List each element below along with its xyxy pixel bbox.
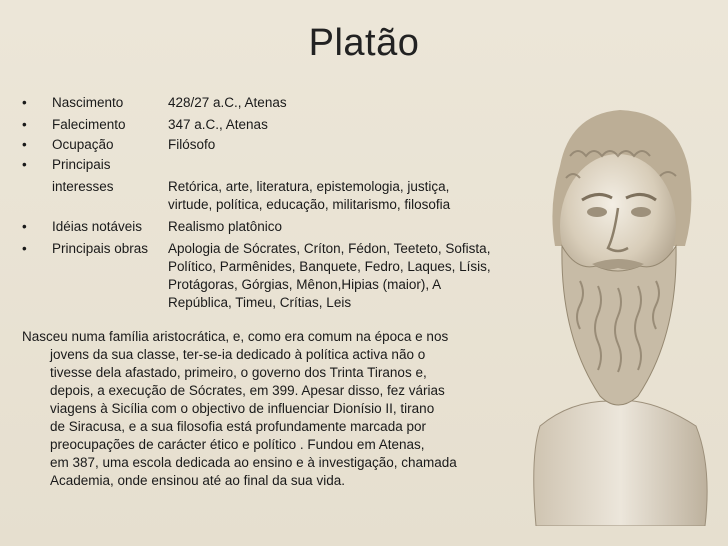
fact-row bbox=[22, 178, 492, 214]
fact-row bbox=[22, 218, 492, 236]
fact-row bbox=[22, 240, 492, 312]
paragraph-line: preocupações de carácter ético e político . Fundou em Atenas, bbox=[50, 437, 425, 452]
bullet: • bbox=[22, 219, 27, 234]
paragraph-line: depois, a execução de Sócrates, em 399. Apesar disso, fez várias bbox=[50, 383, 445, 398]
fact-value: Apologia de Sócrates, Críton, Fédon, Teeteto, Sofista, Político, Parmênides, Banquete, Fedro, Laques, Lísis, Protágoras, Górgias, Mênon,Hipias (maior), A República, Timeu, Crítias, Leis bbox=[168, 241, 491, 310]
paragraph-line: de Siracusa, e a sua filosofia está profundamente marcada por bbox=[50, 419, 426, 434]
fact-value bbox=[168, 156, 492, 174]
bullet: • bbox=[22, 157, 27, 172]
paragraph-line: em 387, uma escola dedicada ao ensino e à investigação, chamada bbox=[50, 455, 457, 470]
bullet: • bbox=[22, 241, 27, 256]
bullet: • bbox=[22, 117, 27, 132]
fact-label: Idéias notáveis bbox=[52, 219, 143, 234]
bullet: • bbox=[22, 137, 27, 152]
paragraph-line: Academia, onde ensinou até ao final da sua vida. bbox=[50, 473, 345, 488]
fact-label: Principais obras bbox=[52, 241, 149, 256]
paragraph-line: Nasceu numa família aristocrática, e, como era comum na época e nos bbox=[22, 329, 449, 344]
fact-row bbox=[22, 156, 492, 174]
fact-value: Realismo platônico bbox=[168, 219, 283, 234]
paragraph-line: viagens à Sicília com o objectivo de influenciar Dionísio II, tirano bbox=[50, 401, 435, 416]
fact-label: Principais bbox=[52, 157, 111, 172]
fact-row bbox=[22, 94, 492, 112]
fact-row bbox=[22, 116, 492, 134]
bullet bbox=[22, 178, 52, 214]
fact-label: Ocupação bbox=[52, 137, 114, 152]
facts-list bbox=[22, 94, 492, 312]
bullet: • bbox=[22, 95, 27, 110]
fact-row bbox=[22, 136, 492, 154]
biography-paragraph bbox=[22, 328, 502, 490]
fact-label: interesses bbox=[52, 179, 114, 194]
paragraph-line: tivesse dela afastado, primeiro, o governo dos Trinta Tiranos e, bbox=[50, 365, 427, 380]
plato-bust-image bbox=[500, 96, 728, 526]
fact-label: Falecimento bbox=[52, 117, 126, 132]
fact-value: 347 a.C., Atenas bbox=[168, 117, 268, 132]
slide-title: Platão bbox=[308, 22, 420, 64]
fact-value: Retórica, arte, literatura, epistemologia, justiça, virtude, política, educação, militarismo, filosofia bbox=[168, 179, 451, 212]
fact-value: 428/27 a.C., Atenas bbox=[168, 95, 287, 110]
fact-label: Nascimento bbox=[52, 95, 124, 110]
fact-value: Filósofo bbox=[168, 137, 216, 152]
paragraph-line: jovens da sua classe, ter-se-ia dedicado à política activa não o bbox=[50, 347, 426, 362]
